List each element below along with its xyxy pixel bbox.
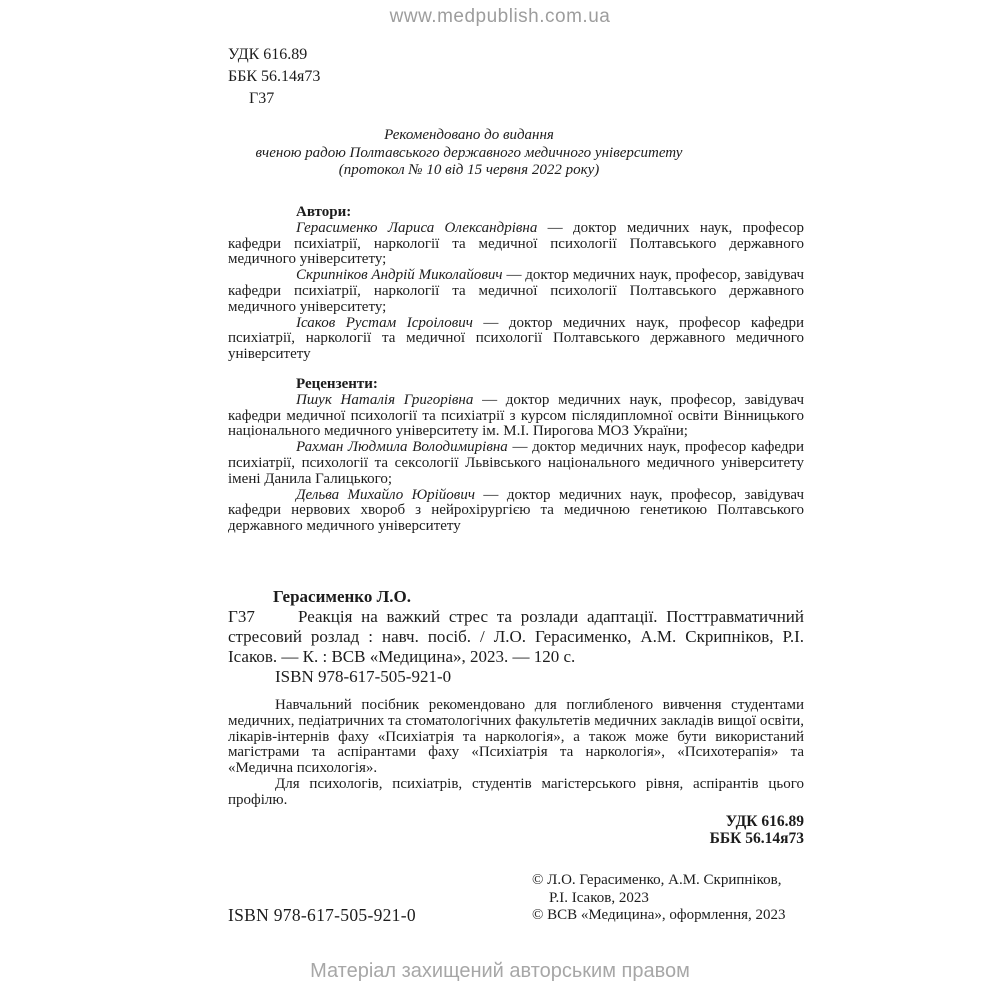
annotation-section: [228, 698, 804, 847]
reviewer-entry: [228, 393, 804, 440]
copyright-protection-notice: Матеріал захищений авторським правом: [310, 960, 690, 982]
reviewers-section: [228, 377, 804, 535]
reviewer-credentials: — доктор медичних наук, професор, завідувач кафедри медичної психології та психіатрії з курсом післядипломної освіти Вінницького національного медичного університету ім. М.І. Пирогова МОЗ України;: [228, 391, 805, 440]
author-sign-code: Г37: [249, 90, 275, 107]
catalog-card: [228, 587, 804, 687]
catalog-card-author: Герасименко Л.О.: [273, 587, 411, 606]
classification-codes-right: [228, 813, 804, 847]
bbk-code: ББК 56.14я73: [228, 68, 321, 85]
annotation-paragraph-1: Навчальний посібник рекомендовано для поглибленого вивчення студентами медичних, педіатричних та стоматологічних факультетів медичних закладів вищої освіти, лікарів-інтернів фаху «Психіатрія та наркологія», а також може бути використаний магістрами та аспірантами фаху «Психіатрія та наркологія», «Психотерапія» та «Медична психологія».: [228, 697, 804, 777]
reviewer-entry: [228, 440, 804, 487]
reviewer-credentials: — доктор медичних наук, професор, завідувач кафедри нервових хвороб з нейрохірургією та медичною генетикою Полтавського державного медичного університету: [228, 486, 804, 535]
imprint-row: [228, 872, 804, 925]
author-name: Скрипніков Андрій Миколайович: [296, 267, 503, 284]
author-entry: [228, 316, 804, 363]
classification-codes: [228, 44, 320, 110]
bbk-code-bold: ББК 56.14я73: [709, 829, 804, 847]
reviewer-name: Дельва Михайло Юрійович: [296, 486, 475, 503]
recommendation-line-1: Рекомендовано до видання: [384, 127, 554, 143]
recommendation-line-3: (протокол № 10 від 15 червня 2022 року): [338, 162, 600, 178]
author-name: Ісаков Рустам Ісроілович: [296, 314, 473, 331]
copyright-block: [532, 872, 804, 925]
copyright-publisher: © ВСВ «Медицина», оформлення, 2023: [532, 907, 786, 923]
author-credentials: — доктор медичних наук, професор, завідувач кафедри психіатрії, наркології та медичної психології Полтавського державного медичного університету;: [228, 267, 805, 315]
publisher-website-url: www.medpublish.com.ua: [389, 6, 611, 27]
catalog-card-sign: Г37: [228, 607, 255, 626]
copyright-authors-line-1: © Л.О. Герасименко, А.М. Скрипніков,: [532, 872, 782, 888]
catalog-card-body: [228, 607, 804, 687]
author-credentials: — доктор медичних наук, професор кафедри психіатрії, наркології та медичної психології Полтавського державного медичного університету;: [228, 219, 805, 268]
reviewers-heading: Рецензенти:: [296, 376, 378, 392]
author-entry: [228, 268, 804, 315]
author-credentials: — доктор медичних наук, професор кафедри психіатрії, наркології та медичної психології Полтавського державного медичного університету: [228, 314, 804, 363]
authors-heading: Автори:: [296, 204, 352, 220]
catalog-card-isbn: ISBN 978-617-505-921-0: [275, 667, 452, 686]
udc-code: УДК 616.89: [228, 46, 308, 63]
page-content: [228, 0, 804, 1000]
author-entry: [228, 221, 804, 268]
isbn-number: ISBN 978-617-505-921-0: [228, 904, 416, 925]
copyright-authors-line-2: Р.І. Ісаков, 2023: [549, 889, 649, 906]
reviewer-name: Рахман Людмила Володимирівна: [296, 439, 508, 456]
author-name: Герасименко Лариса Олександрівна: [296, 219, 538, 236]
reviewer-entry: [228, 488, 804, 535]
catalog-card-description: Реакція на важкий стрес та розлади адаптації. Посттравматичний стресовий розлад : навч. посіб. / Л.О. Герасименко, А.М. Скрипніков, Р.І. Ісаков. — К. : ВСВ «Медицина», 2023. — 120 с.: [228, 607, 804, 666]
udc-code-bold: УДК 616.89: [725, 812, 804, 830]
authors-section: [228, 205, 804, 363]
recommendation-line-2: вченою радою Полтавського державного медичного університету: [255, 144, 683, 161]
recommendation-note: [228, 127, 710, 180]
reviewer-credentials: — доктор медичних наук, професор кафедри психіатрії, психології та сексології Львівського національного медичного університету імені Данила Галицького;: [228, 439, 805, 487]
reviewer-name: Пшук Наталія Григорівна: [296, 391, 474, 408]
annotation-paragraph-2: Для психологів, психіатрів, студентів магістерського рівня, аспірантів цього профілю.: [228, 775, 804, 808]
